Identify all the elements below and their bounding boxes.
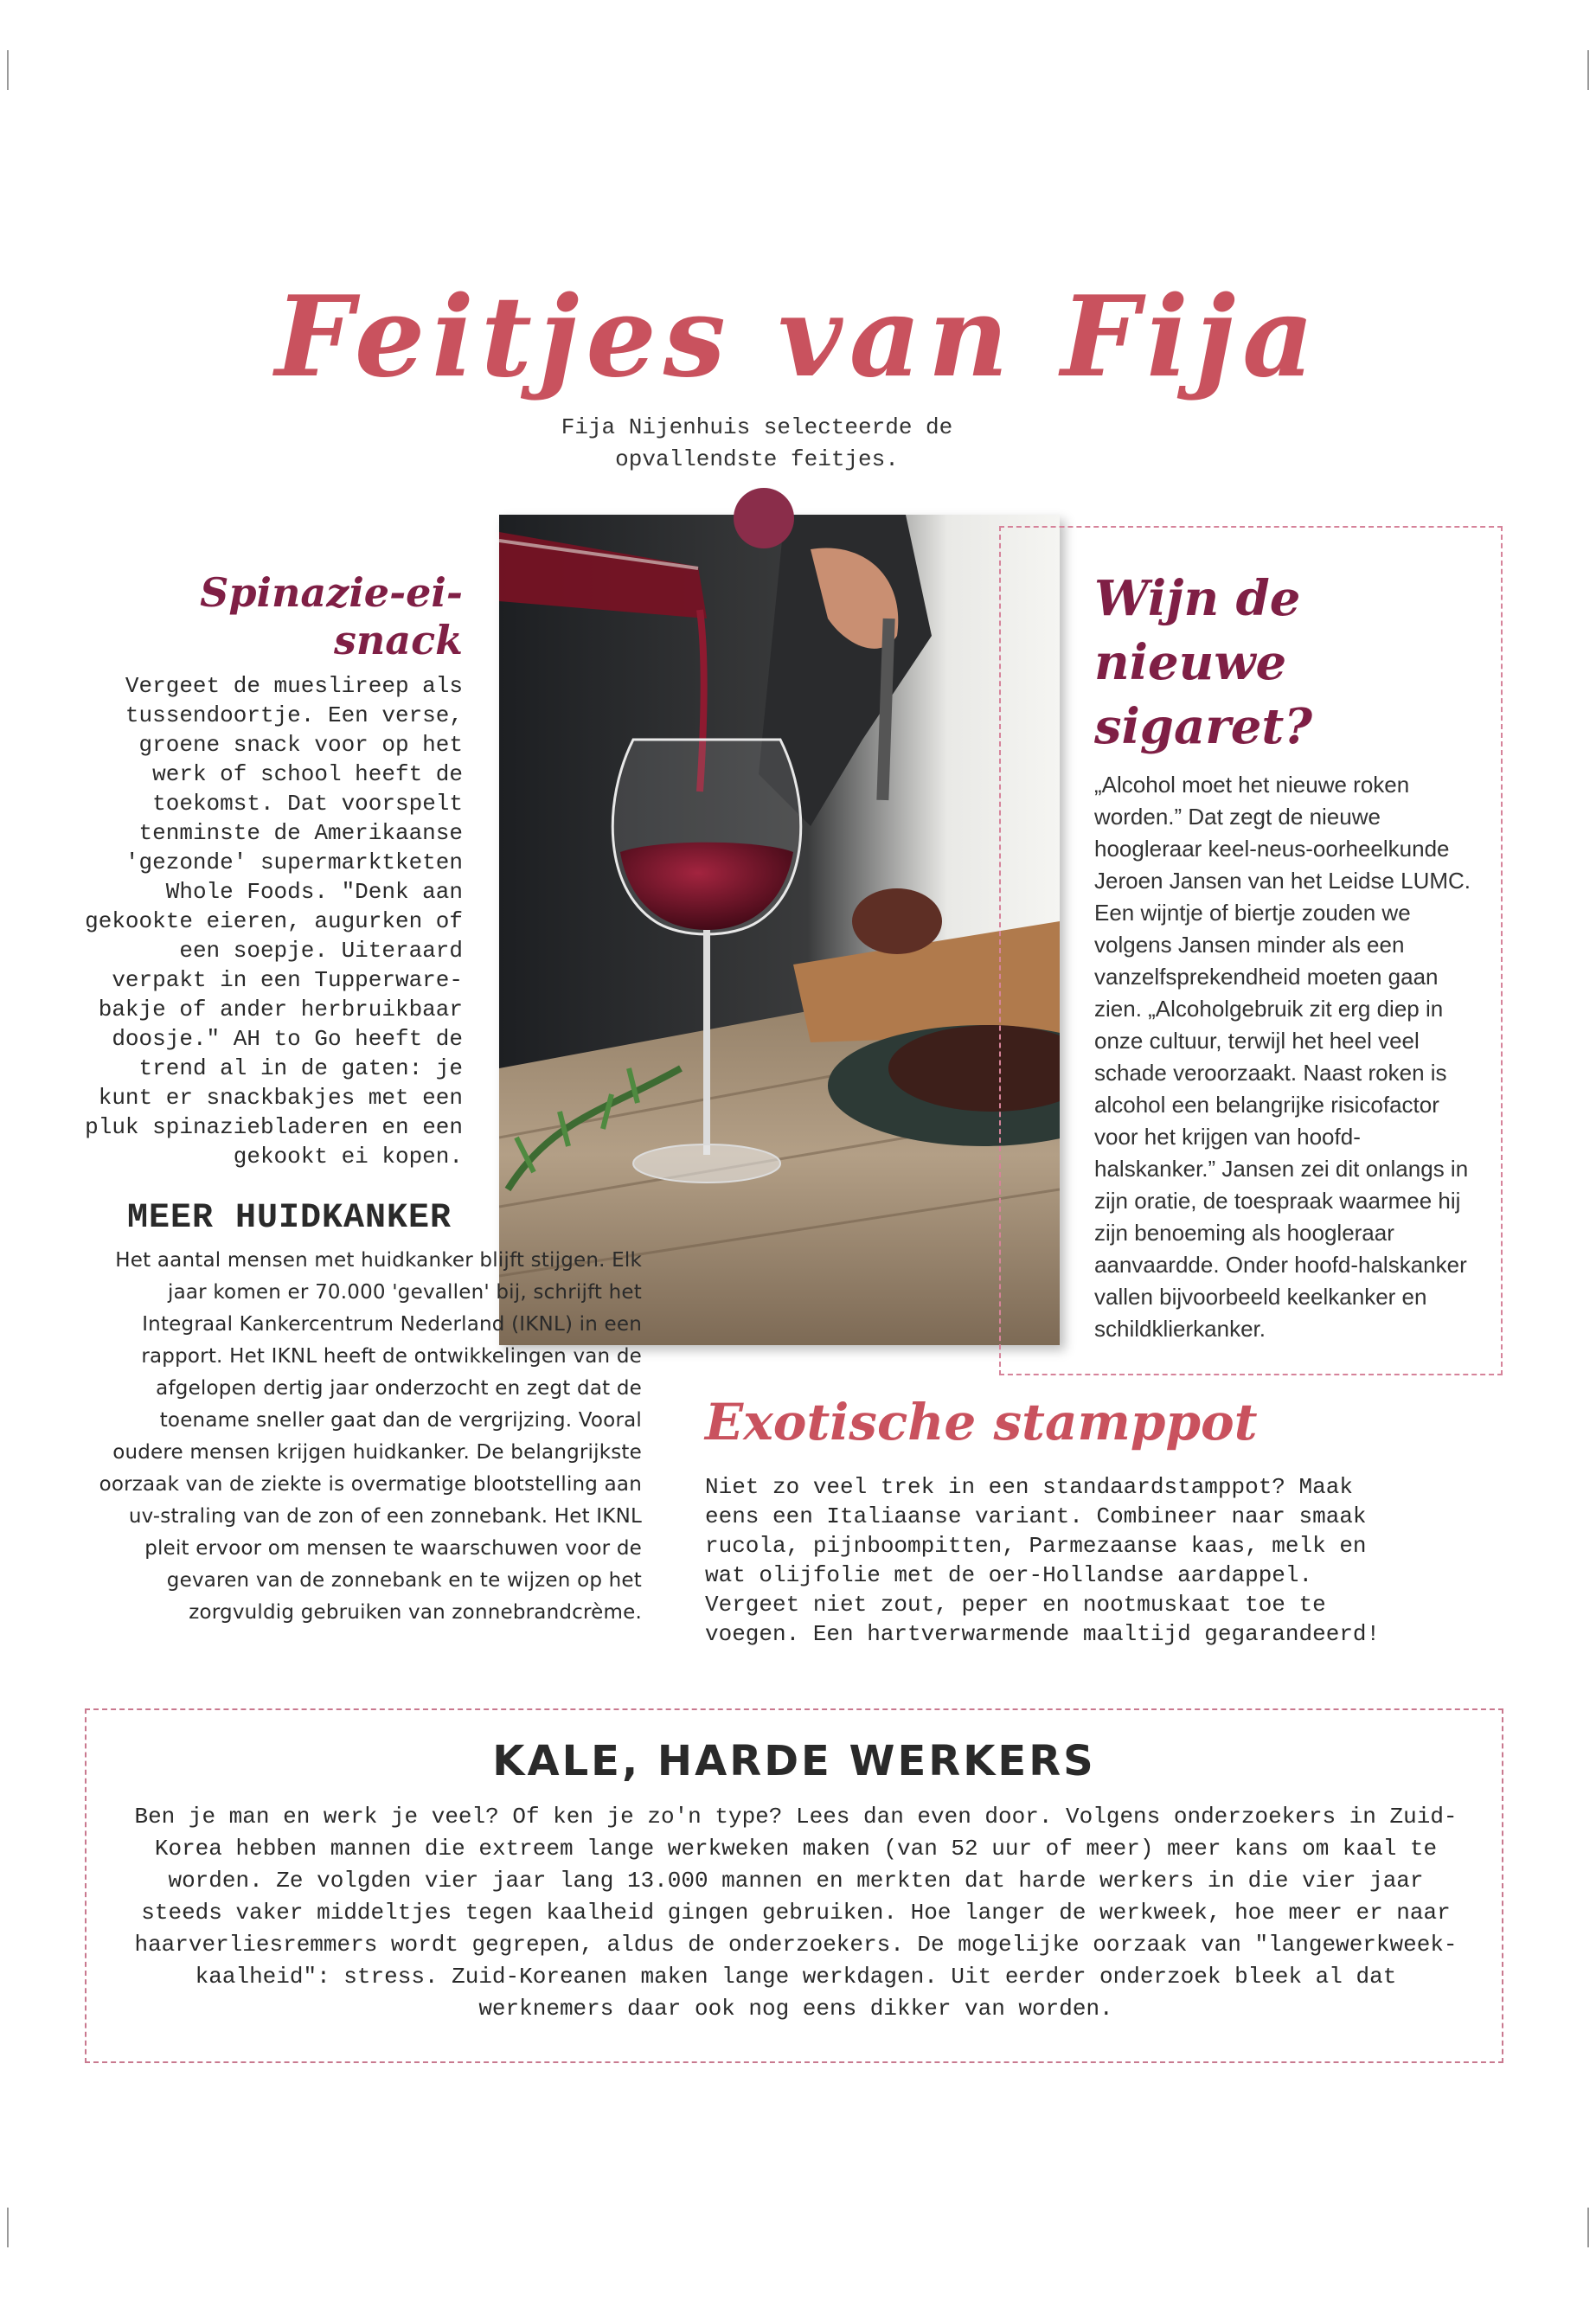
wijn-heading: Wijn de nieuwe sigaret? bbox=[1094, 570, 1313, 755]
stamppot-heading: Exotische stamppot bbox=[705, 1393, 1258, 1452]
page-subtitle: Fija Nijenhuis selecteerde de opvallendste feitjes. bbox=[561, 414, 953, 472]
kale-body: Ben je man en werk je veel? Of ken je zo'n type? Lees dan even door. Volgens onderzoekers in Zuid-Korea hebben mannen die extreem lange werkweken maken (van 52 uur of meer) meer kans om kaal te worden. Ze volgden vier jaar lang 13.000 mannen en merkten dat harde werkers in die vier jaar steeds vaker middeltjes tegen kaalheid gingen gebruiken. Hoe langer de werkweek, hoe meer er naar haarverliesremmers wordt gegrepen, aldus de onderzoekers. De mogelijke oorzaak van "langewerkweek-kaalheid": stress. Zuid-Koreanen maken lange werkdagen. Uit eerder onderzoek bleek al dat werknemers daar ook nog eens dikker van worden. bbox=[134, 1804, 1458, 2022]
crop-mark-top-right bbox=[1587, 50, 1589, 90]
article-spinazie bbox=[78, 569, 463, 1171]
decorative-dot bbox=[734, 488, 794, 548]
stamppot-body: Niet zo veel trek in een standaardstamppot? Maak eens een Italiaanse variant. Combineer naar smaak rucola, pijnboompitten, Parmezaanse kaas, melk en wat olijfolie met de oer-Hollandse aardappel. Vergeet niet zout, peper en nootmuskaat toe te voegen. Een hartverwarmende maaltijd gegarandeerd! bbox=[705, 1473, 1381, 1647]
article-stamppot bbox=[705, 1393, 1397, 1649]
huidkanker-body: Het aantal mensen met huidkanker blijft stijgen. Elk jaar komen er 70.000 'gevallen' bij, schrijft het Integraal Kankercentrum Nederland (IKNL) in een rapport. Het IKNL heeft de ontwikkelingen van de afgelopen dertig jaar onderzocht en zegt dat de toename sneller gaat dan de vergrijzing. Vooral oudere mensen krijgen huidkanker. De belangrijkste oorzaak van de ziekte is overmatige blootstelling aan uv-straling van de zon of een zonnebank. Het IKNL pleit ervoor om mensen te waarschuwen voor de gevaren van de zonnebank en te wijzen op het zorgvuldig gebruiken van zonnebrandcrème. bbox=[99, 1249, 642, 1624]
crop-mark-bottom-right bbox=[1587, 2208, 1589, 2247]
article-huidkanker bbox=[84, 1199, 642, 1629]
crop-mark-top-left bbox=[7, 50, 9, 90]
kale-heading: KALE, HARDE WERKERS bbox=[492, 1737, 1096, 1785]
crop-mark-bottom-left bbox=[7, 2208, 9, 2247]
article-wijn bbox=[1094, 567, 1475, 1345]
wijn-body: „Alcohol moet het nieuwe roken worden.” Dat zegt de nieuwe hoogleraar keel-neus-oorheelkunde Jeroen Jansen van het Leidse LUMC. Een wijntje of biertje zouden we volgens Jansen minder als een vanzelfsprekendheid moeten gaan zien. „Alcoholgebruik zit erg diep in onze cultuur, terwijl het heel veel schade veroorzaakt. Naast roken is alcohol een belangrijke risicofactor voor het krijgen van hoofd-halskanker.” Jansen zei dit onlangs in zijn oratie, de toespraak waarmee hij zijn benoeming als hoogleraar aanvaardde. Onder hoofd-halskanker vallen bijvoorbeeld keelkanker en schildklierkanker. bbox=[1094, 772, 1471, 1342]
huidkanker-heading: MEER HUIDKANKER bbox=[126, 1199, 452, 1238]
spinazie-heading: Spinazie-ei-snack bbox=[200, 569, 463, 664]
spinazie-body: Vergeet de mueslireep als tussendoortje. Een verse, groene snack voor op het werk of school heeft de toekomst. Dat voorspelt tenminste de Amerikaanse 'gezonde' supermarktketen Whole Foods. "Denk aan gekookte eieren, augurken of een soepje. Uiteraard verpakt in een Tupperware-bakje of ander herbruikbaar doosje." AH to Go heeft de trend al in de gaten: je kunt er snackbakjes met een pluk spinaziebladeren en een gekookt ei kopen. bbox=[85, 673, 463, 1170]
page-title: Feitjes van Fija bbox=[274, 272, 1322, 402]
